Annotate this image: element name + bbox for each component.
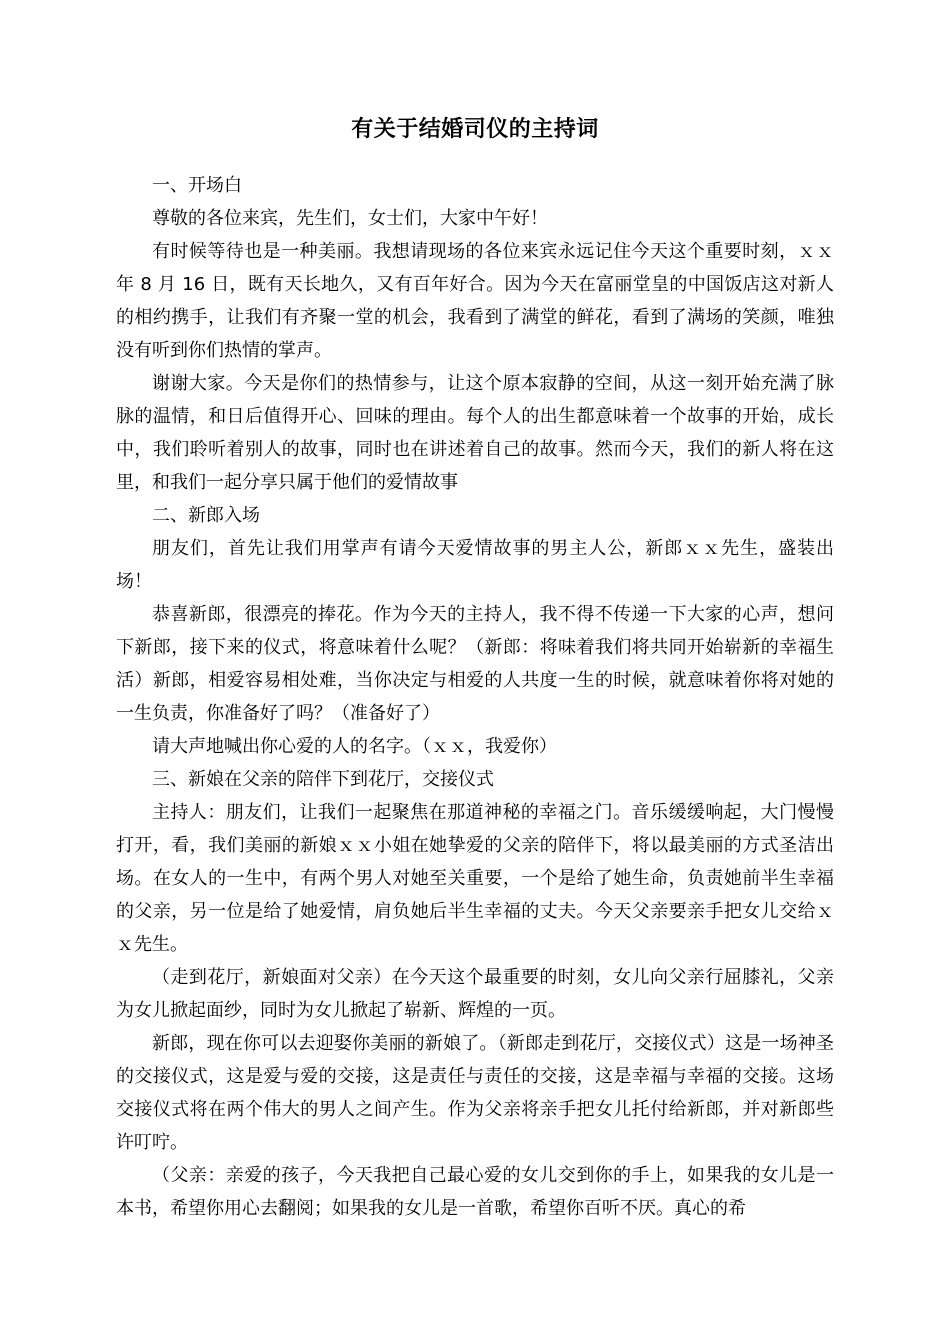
- paragraph-veil: （走到花厅，新娘面对父亲）在今天这个最重要的时刻，女儿向父亲行屈膝礼，父亲为女儿掀起面纱，同时为女儿掀起了崭新、辉煌的一页。: [116, 967, 834, 1021]
- paragraph-groom-intro: 朋友们，首先让我们用掌声有请今天爱情故事的男主人公，新郎ｘｘ先生，盛装出场！: [116, 538, 834, 592]
- section-heading-opening: 一、开场白: [152, 175, 242, 196]
- section-heading-groom-entrance: 二、新郎入场: [152, 505, 260, 526]
- paragraph-father-words: （父亲：亲爱的孩子，今天我把自己最心爱的女儿交到你的手上，如果我的女儿是一本书，希望你用心去翻阅；如果我的女儿是一首歌，希望你百听不厌。真心的希: [116, 1165, 834, 1219]
- paragraph-call-name: 请大声地喊出你心爱的人的名字。（ｘｘ，我爱你）: [152, 736, 557, 757]
- document-title: 有关于结婚司仪的主持词: [351, 117, 599, 142]
- section-heading-bride-handover: 三、新娘在父亲的陪伴下到花厅，交接仪式: [152, 769, 494, 790]
- document-body: [116, 169, 834, 1225]
- paragraph-handover-ceremony: 新郎，现在你可以去迎娶你美丽的新娘了。（新郎走到花厅，交接仪式）这是一场神圣的交接仪式，这是爱与爱的交接，这是责任与责任的交接，这是幸福与幸福的交接。这场交接仪式将在两个伟大的男人之间产生。作为父亲将亲手把女儿托付给新郎，并对新郎些许叮咛。: [116, 1033, 834, 1153]
- paragraph-groom-dialogue: 恭喜新郎，很漂亮的捧花。作为今天的主持人，我不得不传递一下大家的心声，想问下新郎，接下来的仪式，将意味着什么呢？（新郎：将味着我们将共同开始崭新的幸福生活）新郎，相爱容易相处难，当你决定与相爱的人共度一生的时候，就意味着你将对她的一生负责，你准备好了吗？（准备好了）: [116, 604, 834, 724]
- paragraph-greeting: 尊敬的各位来宾，先生们，女士们，大家中午好！: [152, 208, 548, 229]
- paragraph-thanks: 谢谢大家。今天是你们的热情参与，让这个原本寂静的空间，从这一刻开始充满了脉脉的温情，和日后值得开心、回味的理由。每个人的出生都意味着一个故事的开始，成长中，我们聆听着别人的故事，同时也在讲述着自己的故事。然而今天，我们的新人将在这里，和我们一起分享只属于他们的爱情故事: [116, 373, 834, 493]
- paragraph-opening-remarks: 有时候等待也是一种美丽。我想请现场的各位来宾永远记住今天这个重要时刻，ｘｘ年 8 月 16 日，既有天长地久，又有百年好合。因为今天在富丽堂皇的中国饭店这对新人的相约携手，让我们有齐聚一堂的机会，我看到了满堂的鲜花，看到了满场的笑颜，唯独没有听到你们热情的掌声。: [116, 241, 834, 361]
- paragraph-bride-entrance: 主持人：朋友们，让我们一起聚焦在那道神秘的幸福之门。音乐缓缓响起，大门慢慢打开，看，我们美丽的新娘ｘｘ小姐在她挚爱的父亲的陪伴下，将以最美丽的方式圣洁出场。在女人的一生中，有两个男人对她至关重要，一个是给了她生命，负责她前半生幸福的父亲，另一位是给了她爱情，肩负她后半生幸福的丈夫。今天父亲要亲手把女儿交给ｘｘ先生。: [116, 802, 834, 955]
